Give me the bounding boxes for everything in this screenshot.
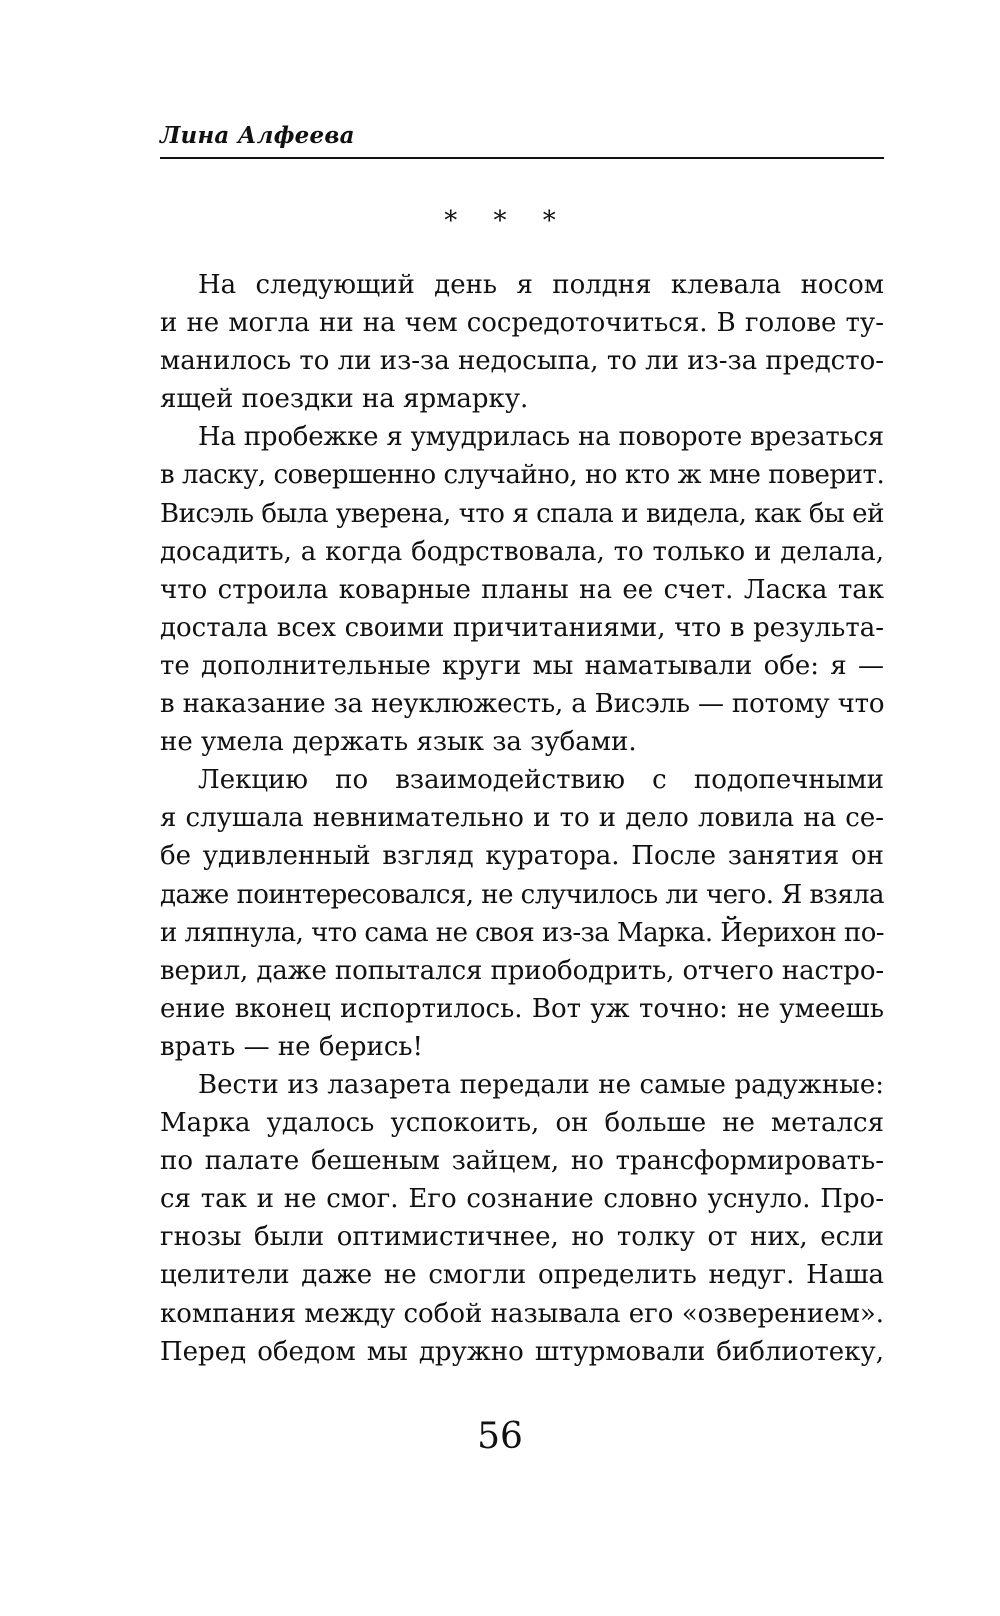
- text-line: Марка удалось успокоить, он больше не метался: [160, 1108, 884, 1139]
- paragraph: [160, 418, 884, 761]
- text-line: достала всех своими причитаниями, что в результа-: [160, 612, 884, 643]
- text-line: манилось то ли из-за недосыпа, то ли из-за предсто-: [160, 346, 884, 377]
- text-line: На следующий день я полдня клевала носом: [198, 270, 884, 300]
- text-line: в ласку, совершенно случайно, но кто ж мне поверит.: [160, 460, 885, 491]
- paragraph: [160, 1066, 884, 1371]
- text-line: Висэль была уверена, что я спала и видела, как бы ей: [160, 498, 884, 529]
- text-line: по палате бешеным зайцем, но трансформировать-: [160, 1146, 884, 1177]
- text-line: не умела держать язык за зубами.: [160, 727, 637, 758]
- text-line: и не могла ни на чем сосредоточиться. В голове ту-: [160, 308, 884, 339]
- header-rule: [160, 157, 884, 159]
- text-line: гнозы были оптимистичнее, но толку от них, если: [160, 1222, 884, 1253]
- text-line: врать — не берись!: [160, 1031, 424, 1062]
- paragraph: [160, 761, 884, 1066]
- text-line: На пробежке я умудрилась на повороте врезаться: [198, 422, 884, 453]
- text-line: досадить, а когда бодрствовала, то только и делала,: [160, 536, 884, 567]
- text-line: верил, даже попытался приободрить, отчего настро-: [160, 955, 885, 986]
- text-line: ящей поездки на ярмарку.: [160, 384, 529, 415]
- text-line: что строила коварные планы на ее счет. Ласка так: [160, 574, 884, 605]
- body-text: [160, 266, 884, 1371]
- text-line: ение вконец испортилось. Вот уж точно: не умеешь: [160, 993, 884, 1024]
- text-line: те дополнительные круги мы наматывали обе: я —: [160, 650, 884, 681]
- paragraph: [160, 266, 884, 418]
- text-line: Перед обедом мы дружно штурмовали библиотеку,: [160, 1336, 884, 1367]
- page-number: 56: [477, 1416, 523, 1457]
- text-line: бе удивленный взгляд куратора. После занятия он: [160, 841, 884, 872]
- text-line: Вести из лазарета передали не самые радужные:: [198, 1069, 884, 1100]
- text-line: целители даже не смогли определить недуг. Наша: [160, 1260, 884, 1291]
- text-line: даже поинтересовался, не случилось ли чего. Я взяла: [160, 879, 884, 910]
- running-head-author: Лина Алфеева: [160, 122, 355, 149]
- text-line: ся так и не смог. Его сознание словно уснуло. Про-: [160, 1184, 884, 1215]
- section-separator: * * *: [444, 206, 570, 236]
- text-line: и ляпнула, что сама не своя из-за Марка. Йерихон по-: [160, 917, 885, 948]
- text-line: в наказание за неуклюжесть, а Висэль — потому что: [160, 689, 885, 720]
- text-line: Лекцию по взаимодействию с подопечными: [198, 765, 884, 796]
- text-line: компания между собой называла его «озверением».: [160, 1298, 884, 1329]
- text-line: я слушала невнимательно и то и дело ловила на се-: [160, 803, 884, 834]
